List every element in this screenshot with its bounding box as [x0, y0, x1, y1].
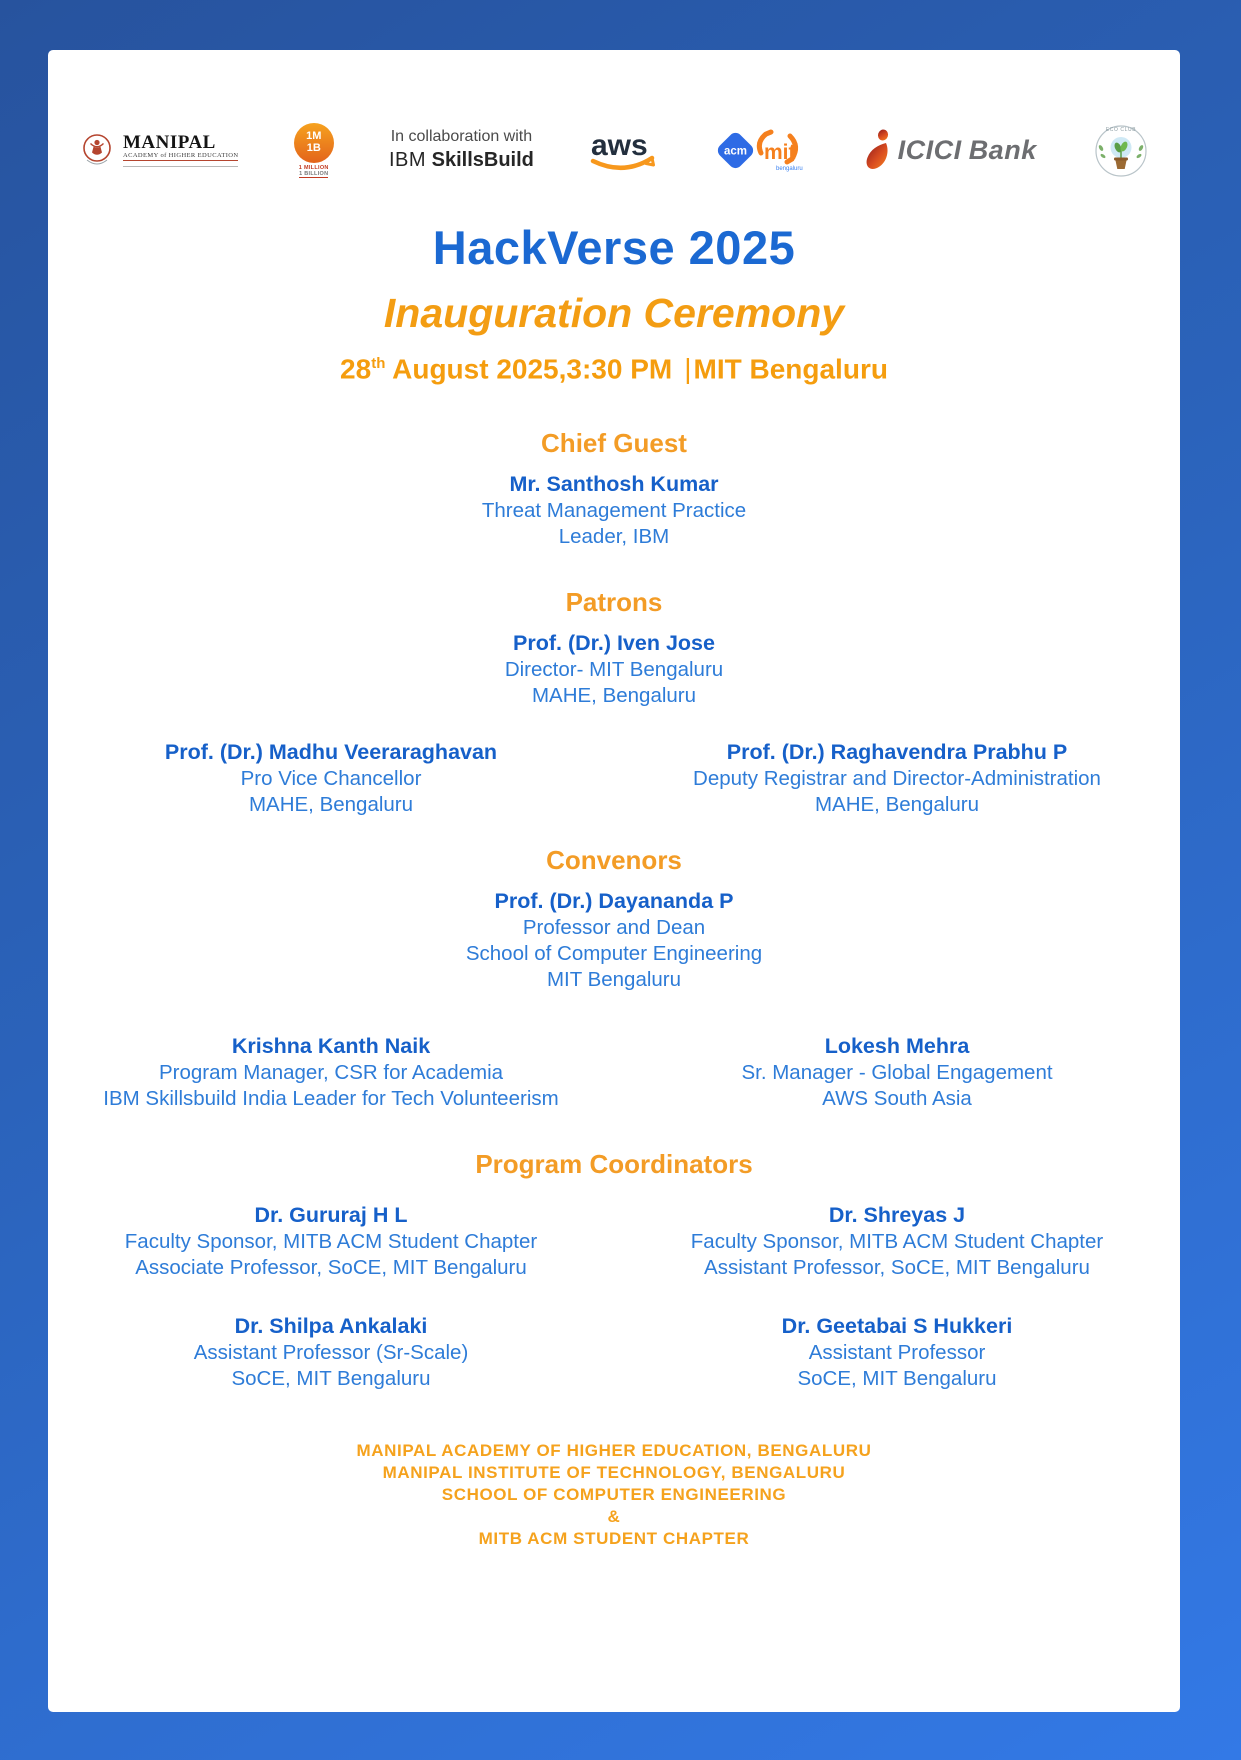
footer-line-4: &	[607, 1507, 621, 1527]
footer-line-3: SCHOOL OF COMPUTER ENGINEERING	[441, 1485, 787, 1505]
person-org: Associate Professor, SoCE, MIT Bengaluru	[135, 1256, 527, 1280]
person-name: Dr. Shilpa Ankalaki	[234, 1314, 428, 1339]
person-convenor-main	[48, 888, 1180, 993]
1m1b-caption-1: 1 MILLION	[298, 164, 329, 171]
manipal-title: MANIPAL	[123, 132, 216, 153]
person-name: Krishna Kanth Naik	[231, 1034, 431, 1059]
person-coordinator-3	[48, 1313, 614, 1392]
person-patron-main	[48, 630, 1180, 709]
person-role: Assistant Professor	[808, 1341, 986, 1365]
icici-wordmark	[898, 135, 1037, 166]
acm-city-text: bengaluru	[776, 166, 804, 172]
person-convenor-right	[614, 1033, 1180, 1112]
person-coordinator-4	[614, 1313, 1180, 1392]
event-venue: MIT Bengaluru	[693, 353, 888, 385]
person-org: MIT Bengaluru	[546, 968, 682, 992]
person-org: MAHE, Bengaluru	[814, 793, 980, 817]
person-role: Faculty Sponsor, MITB ACM Student Chapter	[124, 1230, 538, 1254]
manipal-logo	[78, 131, 238, 169]
1m1b-line1: 1M	[306, 130, 322, 142]
icici-bank-word: Bank	[968, 134, 1037, 165]
person-role: Professor and Dean	[522, 916, 706, 940]
patrons-columns	[48, 739, 1180, 818]
eco-club-logo	[1092, 121, 1150, 179]
coordinators-row-2	[48, 1313, 1180, 1392]
icici-i-icon	[862, 128, 894, 172]
organizer-footer	[48, 1440, 1180, 1550]
eco-club-text: ECO CLUB	[1105, 127, 1137, 133]
person-org: SoCE, MIT Bengaluru	[797, 1367, 997, 1391]
footer-line-2: MANIPAL INSTITUTE OF TECHNOLOGY, BENGALURU	[382, 1463, 846, 1483]
ibm-skillsbuild-logo	[389, 128, 534, 172]
person-org: MAHE, Bengaluru	[248, 793, 414, 817]
person-patron-right	[614, 739, 1180, 818]
person-name: Prof. (Dr.) Madhu Veeraraghavan	[164, 740, 498, 765]
person-name: Dr. Gururaj H L	[254, 1203, 408, 1228]
section-heading-coordinators: Program Coordinators	[475, 1149, 753, 1180]
ibm-brandline	[389, 149, 534, 172]
1m1b-caption-2: 1 BILLION	[299, 170, 329, 177]
ibm-collaboration-text: In collaboration with	[390, 128, 533, 145]
date-day: 28	[340, 353, 372, 385]
ibm-brand: IBM	[389, 149, 427, 171]
1m1b-line2: 1B	[306, 141, 321, 154]
person-name: Prof. (Dr.) Iven Jose	[513, 631, 715, 656]
poster-panel	[48, 50, 1180, 1712]
person-org: Leader, IBM	[558, 525, 670, 549]
person-convenor-left	[48, 1033, 614, 1112]
one-million-one-billion-logo	[294, 123, 334, 178]
section-heading-patrons: Patrons	[565, 587, 663, 618]
person-name: Dr. Geetabai S Hukkeri	[781, 1314, 1013, 1339]
person-role: Pro Vice Chancellor	[240, 767, 422, 791]
acm-text: acm	[724, 145, 748, 158]
person-org: Assistant Professor, SoCE, MIT Bengaluru	[704, 1256, 1090, 1280]
section-heading-chief-guest: Chief Guest	[541, 428, 687, 459]
person-chief-guest	[48, 471, 1180, 550]
1m1b-circle-icon	[294, 123, 334, 163]
person-org: AWS South Asia	[822, 1087, 972, 1111]
date-rest: August 2025,3:30 PM	[385, 353, 673, 385]
logo-strip	[48, 50, 1180, 192]
date-separator: |	[684, 353, 692, 385]
person-dept: School of Computer Engineering	[465, 942, 763, 966]
person-role: Assistant Professor (Sr-Scale)	[193, 1341, 469, 1365]
footer-line-1: MANIPAL ACADEMY OF HIGHER EDUCATION, BENGALURU	[356, 1441, 872, 1461]
aws-text: aws	[591, 129, 648, 162]
person-role: Sr. Manager - Global Engagement	[741, 1061, 1053, 1085]
icici-brand: ICICI	[897, 134, 962, 165]
person-name: Prof. (Dr.) Dayananda P	[494, 889, 734, 914]
event-subtitle: Inauguration Ceremony	[383, 290, 845, 336]
acm-mit-logo	[714, 123, 806, 177]
person-name: Mr. Santhosh Kumar	[509, 472, 719, 497]
person-role: Threat Management Practice	[481, 499, 747, 523]
person-org: SoCE, MIT Bengaluru	[231, 1367, 431, 1391]
event-title: HackVerse 2025	[432, 221, 796, 274]
person-role: Faculty Sponsor, MITB ACM Student Chapter	[690, 1230, 1104, 1254]
manipal-emblem-icon	[78, 131, 116, 169]
icici-bank-logo	[862, 128, 1037, 172]
person-patron-left	[48, 739, 614, 818]
person-name: Lokesh Mehra	[824, 1034, 970, 1059]
person-name: Prof. (Dr.) Raghavendra Prabhu P	[726, 740, 1068, 765]
manipal-tagline-rule	[123, 162, 238, 167]
convenors-columns	[48, 1033, 1180, 1112]
manipal-wordmark	[123, 133, 238, 167]
mit-text: mit	[764, 141, 796, 164]
person-org: MAHE, Bengaluru	[531, 684, 697, 708]
person-coordinator-1	[48, 1202, 614, 1281]
ibm-product: SkillsBuild	[431, 149, 534, 171]
person-coordinator-2	[614, 1202, 1180, 1281]
section-heading-convenors: Convenors	[546, 845, 682, 876]
coordinators-row-1	[48, 1202, 1180, 1281]
footer-line-5: MITB ACM STUDENT CHAPTER	[478, 1529, 750, 1549]
date-suffix: th	[371, 355, 386, 372]
aws-logo	[589, 127, 659, 173]
event-dateline	[48, 346, 1180, 387]
person-org: IBM Skillsbuild India Leader for Tech Volunteerism	[103, 1087, 559, 1111]
person-role: Director- MIT Bengaluru	[504, 658, 724, 682]
person-role: Deputy Registrar and Director-Administration	[693, 767, 1101, 791]
person-role: Program Manager, CSR for Academia	[158, 1061, 504, 1085]
manipal-subtitle: ACADEMY of HIGHER EDUCATION	[123, 152, 239, 159]
person-name: Dr. Shreyas J	[828, 1203, 966, 1228]
